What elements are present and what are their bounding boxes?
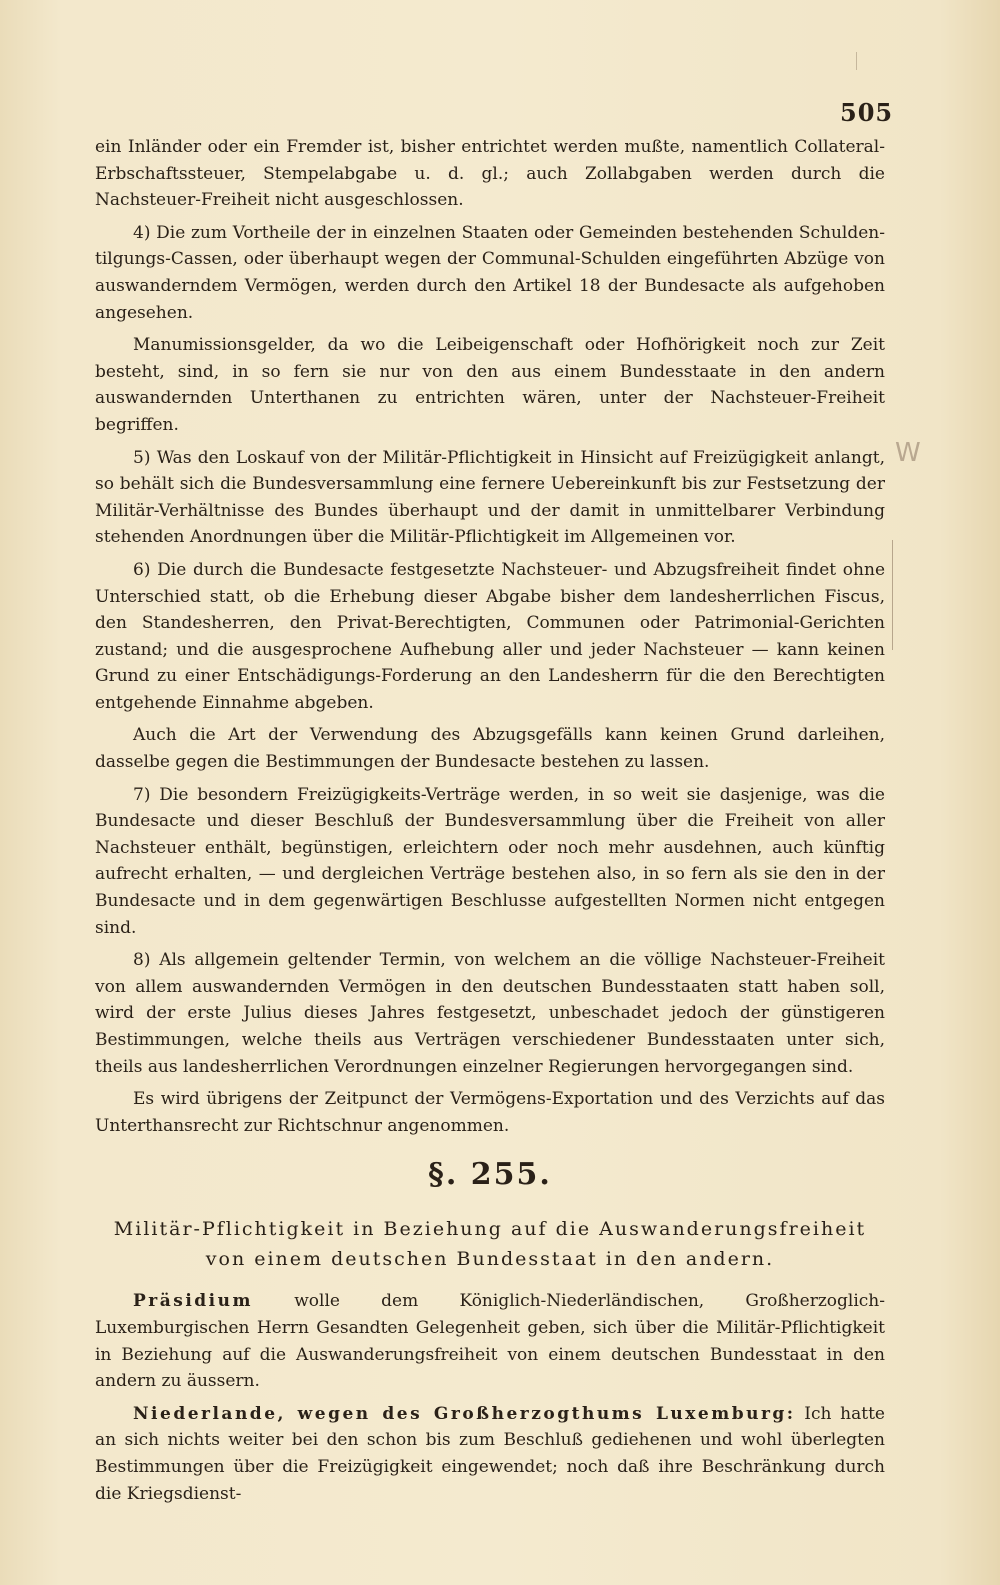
margin-line (892, 540, 893, 650)
paragraph: ein Inländer oder ein Fremder ist, bisher entrichtet werden mußte, namentlich Collateral-Erbschaftssteuer, Stempelabgabe u. d. gl.; auch Zollabgaben werden durch die Nachsteuer-Freiheit nicht ausgeschlossen. (95, 137, 885, 211)
page-number: 505 (840, 98, 894, 127)
paragraph: Auch die Art der Verwendung des Abzugsgefälls kann keinen Grund darleihen, dasselbe gegen die Bestimmungen der Bundesacte bestehen zu lassen. (95, 725, 885, 773)
section-title (95, 1214, 885, 1274)
speech-text: wolle dem Königlich-Niederländischen, Großherzoglich-Luxemburgischen Herrn Gesandten Gelegenheit geben, sich über die Militär-Pflichtigkeit in Beziehung auf die Auswanderungsfreiheit von einem deutschen Bundesstaat in den andern zu äussern. (95, 1291, 885, 1392)
speaker-name: Präsidium (133, 1291, 253, 1312)
paragraph: Manumissionsgelder, da wo die Leibeigenschaft oder Hofhörigkeit noch zur Zeit besteht, sind, in so fern sie nur von den aus einem Bundesstaate in den andern auswandernden Unterthanen zu entrichten wären, unter der Nachsteuer-Freiheit begriffen. (95, 335, 885, 435)
paragraph: 7) Die besondern Freizügigkeits-Verträge werden, in so weit sie dasjenige, was die Bundesacte und dieser Beschluß der Bundesversammlung über die Freiheit von aller Nachsteuer enthält, begünstigen, erleichtern oder noch mehr ausdehnen, auch künftig aufrecht erhalten, — und dergleichen Verträge bestehen also, in so fern als sie den in der Bundesacte und in dem gegenwärtigen Beschlusse aufgestellten Normen nicht entgegen sind. (95, 784, 885, 938)
section-title-line: Militär-Pflichtigkeit in Beziehung auf die Auswanderungsfreiheit (113, 1218, 867, 1241)
paragraph: Es wird übrigens der Zeitpunct der Vermögens-Exportation und des Verzichts auf das Unterthansrecht zur Richtschnur angenommen. (95, 1089, 885, 1136)
section-number: §. 255. (428, 1157, 552, 1193)
paragraph: 8) Als allgemein geltender Termin, von welchem an die völlige Nachsteuer-Freiheit von allem auswandernden Vermögen in den deutschen Bundesstaaten statt haben soll, wird der erste Julius dieses Jahres festgesetzt, unbeschadet jedoch der günstigeren Bestimmungen, welche theils aus Verträgen verschiedener Bundesstaaten unter sich, theils aus landesherrlichen Verordnungen einzelner Regierungen hervorgegangen sind. (95, 950, 885, 1077)
speaker-name: Niederlande, wegen des Großherzogthums Luxemburg: (133, 1403, 796, 1424)
ink-mark (856, 52, 857, 70)
paragraph: 6) Die durch die Bundesacte festgesetzte Nachsteuer- und Abzugsfreiheit findet ohne Unterschied statt, ob die Erhebung dieser Abgabe bisher dem landesherrlichen Fiscus, den Standesherren, den Privat-Berechtigten, Communen oder Patrimonial-Gerichten zustand; und die ausgesprochene Aufhebung aller und jeder Nachsteuer — kann keinen Grund zu einer Entschädigungs-Forderung an den Landesherrn für die den Berechtigten entgehende Einnahme abgeben. (95, 559, 885, 713)
speech-paragraph (95, 1288, 885, 1394)
speech-text: Ich hatte an sich nichts weiter bei den schon bis zum Beschluß gediehenen und wohl überlegten Bestimmungen über die Freizügigkeit eingewendet; noch daß ihre Beschränkung durch die Kriegsdienst- (95, 1403, 885, 1504)
margin-note: W (895, 438, 918, 468)
speech-paragraph (95, 1401, 885, 1507)
body-text (95, 134, 885, 1513)
section-title-line: von einem deutschen Bundesstaat in den andern. (205, 1248, 775, 1271)
paragraph: 4) Die zum Vortheile der in einzelnen Staaten oder Gemeinden bestehenden Schulden-tilgungs-Cassen, oder überhaupt wegen der Communal-Schulden eingeführten Abzüge von auswanderndem Vermögen, werden durch den Artikel 18 der Bundesacte als aufgehoben angesehen. (95, 222, 885, 323)
paragraph: 5) Was den Loskauf von der Militär-Pflichtigkeit in Hinsicht auf Freizügigkeit anlangt, so behält sich die Bundesversammlung eine fernere Uebereinkunft bis zur Festsetzung der Militär-Verhältnisse des Bundes überhaupt und der damit in unmittelbarer Verbindung stehenden Anordnungen über die Militär-Pflichtigkeit im Allgemeinen vor. (95, 447, 885, 548)
